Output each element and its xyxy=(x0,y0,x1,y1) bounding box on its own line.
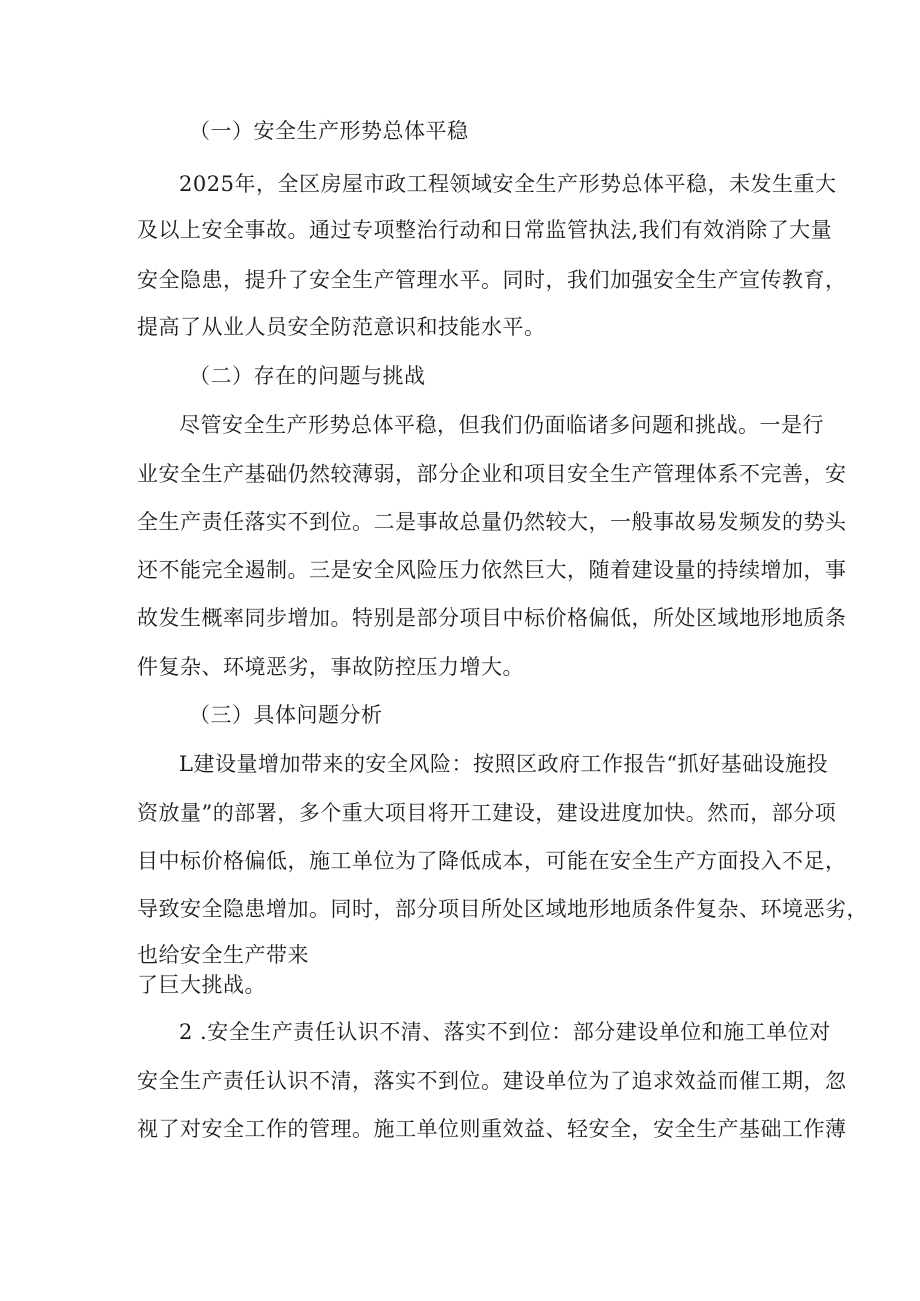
paragraph-line: 尽管安全生产形势总体平稳，但我们仍面临诸多问题和挑战。一是行 xyxy=(179,413,824,437)
paragraph-line: 了巨大挑战。 xyxy=(137,973,266,997)
paragraph-line: 2 .安全生产责任认识不清、落实不到位：部分建设单位和施工单位对 xyxy=(179,1020,831,1044)
paragraph-line: 也给安全生产带来 xyxy=(137,943,309,967)
paragraph-line: 提高了从业人员安全防范意识和技能水平。 xyxy=(137,315,546,339)
paragraph-line: 全生产责任落实不到位。二是事故总量仍然较大，一般事故易发频发的势头 xyxy=(137,510,847,534)
paragraph-line: 目中标价格偏低，施工单位为了降低成本，可能在安全生产方面投入不足， xyxy=(137,849,847,873)
paragraph-line: 2025年，全区房屋市政工程领域安全生产形势总体平稳，未发生重大 xyxy=(179,172,837,196)
paragraph-line: 故发生概率同步增加。特别是部分项目中标价格偏低，所处区域地形地质条 xyxy=(137,606,847,630)
paragraph-line: 安全生产责任认识不清，落实不到位。建设单位为了追求效益而催工期，忽 xyxy=(137,1069,847,1093)
paragraph-line: 件复杂、环境恶劣，事故防控压力增大。 xyxy=(137,655,524,679)
paragraph-line: 及以上安全事故。通过专项整治行动和日常监管执法,我们有效消除了大量 xyxy=(137,218,833,242)
paragraph-line: L建设量增加带来的安全风险：按照区政府工作报告“抓好基础设施投 xyxy=(179,752,829,776)
section-heading-3: （三）具体问题分析 xyxy=(189,703,383,727)
paragraph-line: 视了对安全工作的管理。施工单位则重效益、轻安全，安全生产基础工作薄 xyxy=(137,1117,847,1141)
section-heading-2: （二）存在的问题与挑战 xyxy=(189,364,426,388)
paragraph-line: 还不能完全遏制。三是安全风险压力依然巨大，随着建设量的持续增加，事 xyxy=(137,558,847,582)
paragraph-line: 资放量”的部署，多个重大项目将开工建设，建设进度加快。然而，部分项 xyxy=(137,801,837,825)
paragraph-line: 安全隐患，提升了安全生产管理水平。同时，我们加强安全生产宣传教育， xyxy=(137,268,847,292)
paragraph-line: 业安全生产基础仍然较薄弱，部分企业和项目安全生产管理体系不完善，安 xyxy=(137,462,847,486)
paragraph-line: 导致安全隐患增加。同时，部分项目所处区域地形地质条件复杂、环境恶劣， xyxy=(137,897,868,921)
section-heading-1: （一）安全生产形势总体平稳 xyxy=(189,119,469,143)
